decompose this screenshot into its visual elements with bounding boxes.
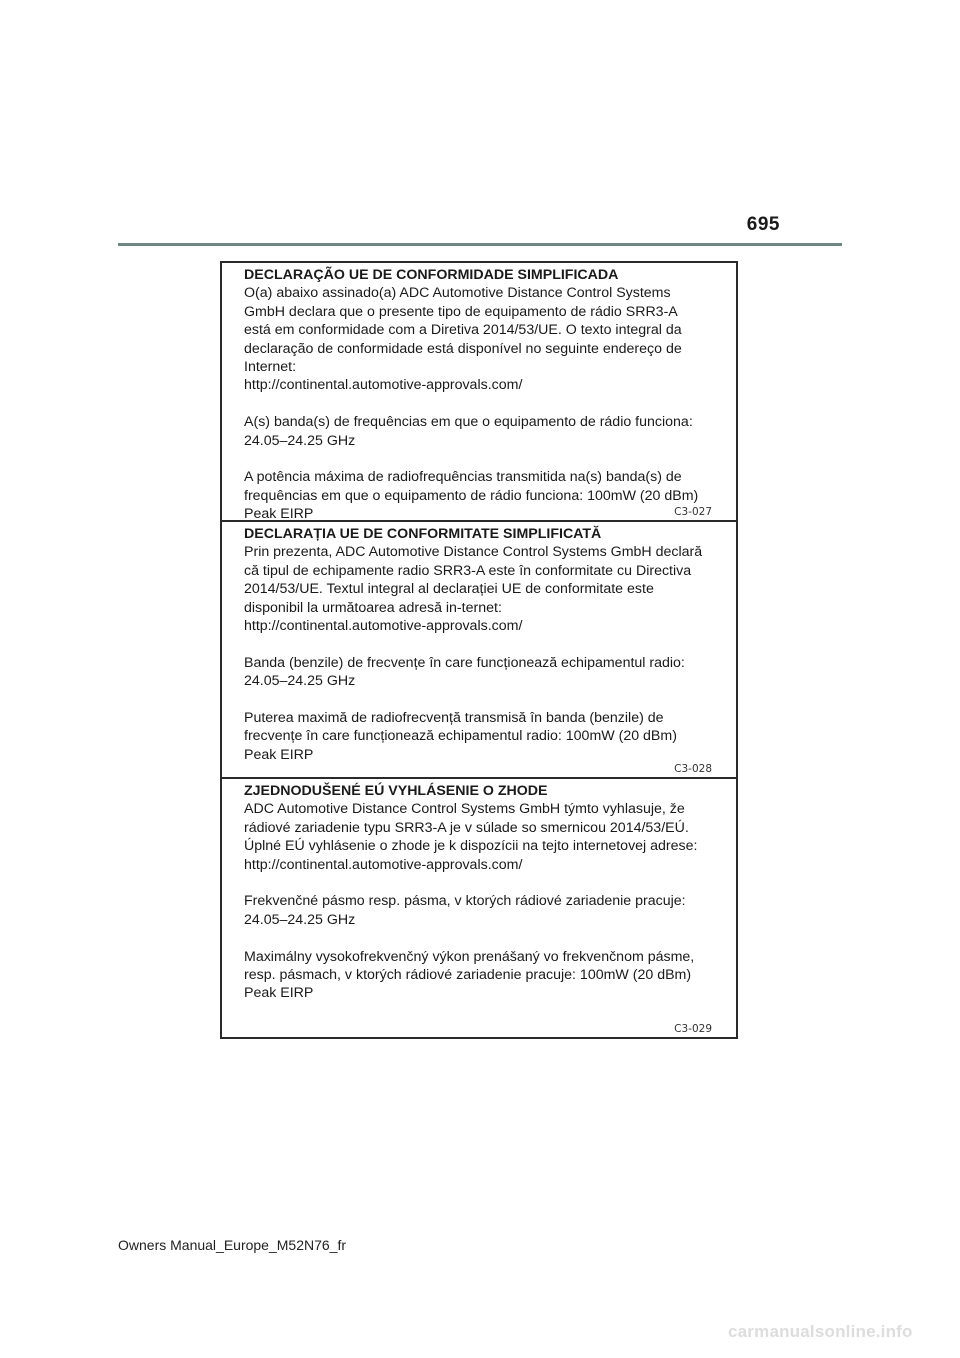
- declaration-box-romanian: [220, 520, 738, 779]
- declaration-box-slovak: [220, 777, 738, 1039]
- declaration-title: DECLARAȚIA UE DE CONFORMITATE SIMPLIFICATĂ: [244, 526, 602, 542]
- declaration-title: ZJEDNODUŠENÉ EÚ VYHLÁSENIE O ZHODE: [244, 783, 548, 799]
- declaration-box-portuguese: [220, 261, 738, 522]
- paragraph-gap: [244, 450, 712, 468]
- paragraph-gap: [244, 635, 712, 653]
- declaration-paragraph: A potência máxima de radiofrequências transmitida na(s) banda(s) de frequências em que o equipamento de rádio funciona: 100mW (20 dBm) Peak EIRP: [244, 469, 699, 523]
- paragraph-gap: [244, 874, 712, 892]
- footer-manual-id: Owners Manual_Europe_M52N76_fr: [118, 1237, 347, 1253]
- paragraph-gap: [244, 395, 712, 413]
- declaration-paragraph: ADC Automotive Distance Control Systems GmbH týmto vyhlasuje, že rádiové zariadenie typu SRR3-A je v súlade so smernicou 2014/53/EÚ. Úplné EÚ vyhlásenie o zhode je k dispozícii na tejto internetovej adrese: http://continental.automotive-approvals.com/: [244, 801, 698, 873]
- declaration-paragraph: Maximálny vysokofrekvenčný výkon prenášaný vo frekvenčnom pásme, resp. pásmach, v ktorých rádiové zariadenie pracuje: 100mW (20 dBm) Peak EIRP: [244, 948, 695, 1002]
- declaration-paragraph: A(s) banda(s) de frequências em que o equipamento de rádio funciona: 24.05–24.25 GHz: [244, 414, 693, 449]
- box-code: C3-029: [674, 1023, 712, 1035]
- declaration-paragraph: O(a) abaixo assinado(a) ADC Automotive Distance Control Systems GmbH declara que o presente tipo de equipamento de rádio SRR3-A está em conformidade com a Diretiva 2014/53/UE. O texto integral da declaração de conformidade está disponível no seguinte endereço de Internet: http://continental.automotive-approvals.com/: [244, 285, 682, 394]
- declaration-paragraph: Puterea maximă de radiofrecvență transmisă în banda (benzile) de frecvențe în care funcționează echipamentul radio: 100mW (20 dBm) Peak EIRP: [244, 710, 677, 763]
- watermark-text: carmanualsonline.info: [728, 1322, 913, 1341]
- paragraph-gap: [244, 691, 712, 709]
- declaration-paragraph: Banda (benzile) de frecvențe în care funcționează echipamentul radio: 24.05–24.25 GHz: [244, 654, 685, 690]
- box-code: C3-028: [674, 763, 712, 775]
- declaration-title: DECLARAÇÃO UE DE CONFORMIDADE SIMPLIFICADA: [244, 267, 619, 283]
- declaration-paragraph: Frekvenčné pásmo resp. pásma, v ktorých rádiové zariadenie pracuje: 24.05–24.25 GHz: [244, 893, 686, 928]
- declaration-paragraph: Prin prezenta, ADC Automotive Distance Control Systems GmbH declară că tipul de echipamente radio SRR3-A este în conformitate cu Directiva 2014/53/UE. Textul integral al declarației UE de conformitate este disponibil la următoarea adresă in-ternet: http://continental.automotive-approvals.com/: [244, 544, 703, 635]
- page-number: 695: [746, 214, 780, 235]
- header-rule: [118, 243, 842, 246]
- box-code: C3-027: [674, 506, 712, 518]
- paragraph-gap: [244, 929, 712, 947]
